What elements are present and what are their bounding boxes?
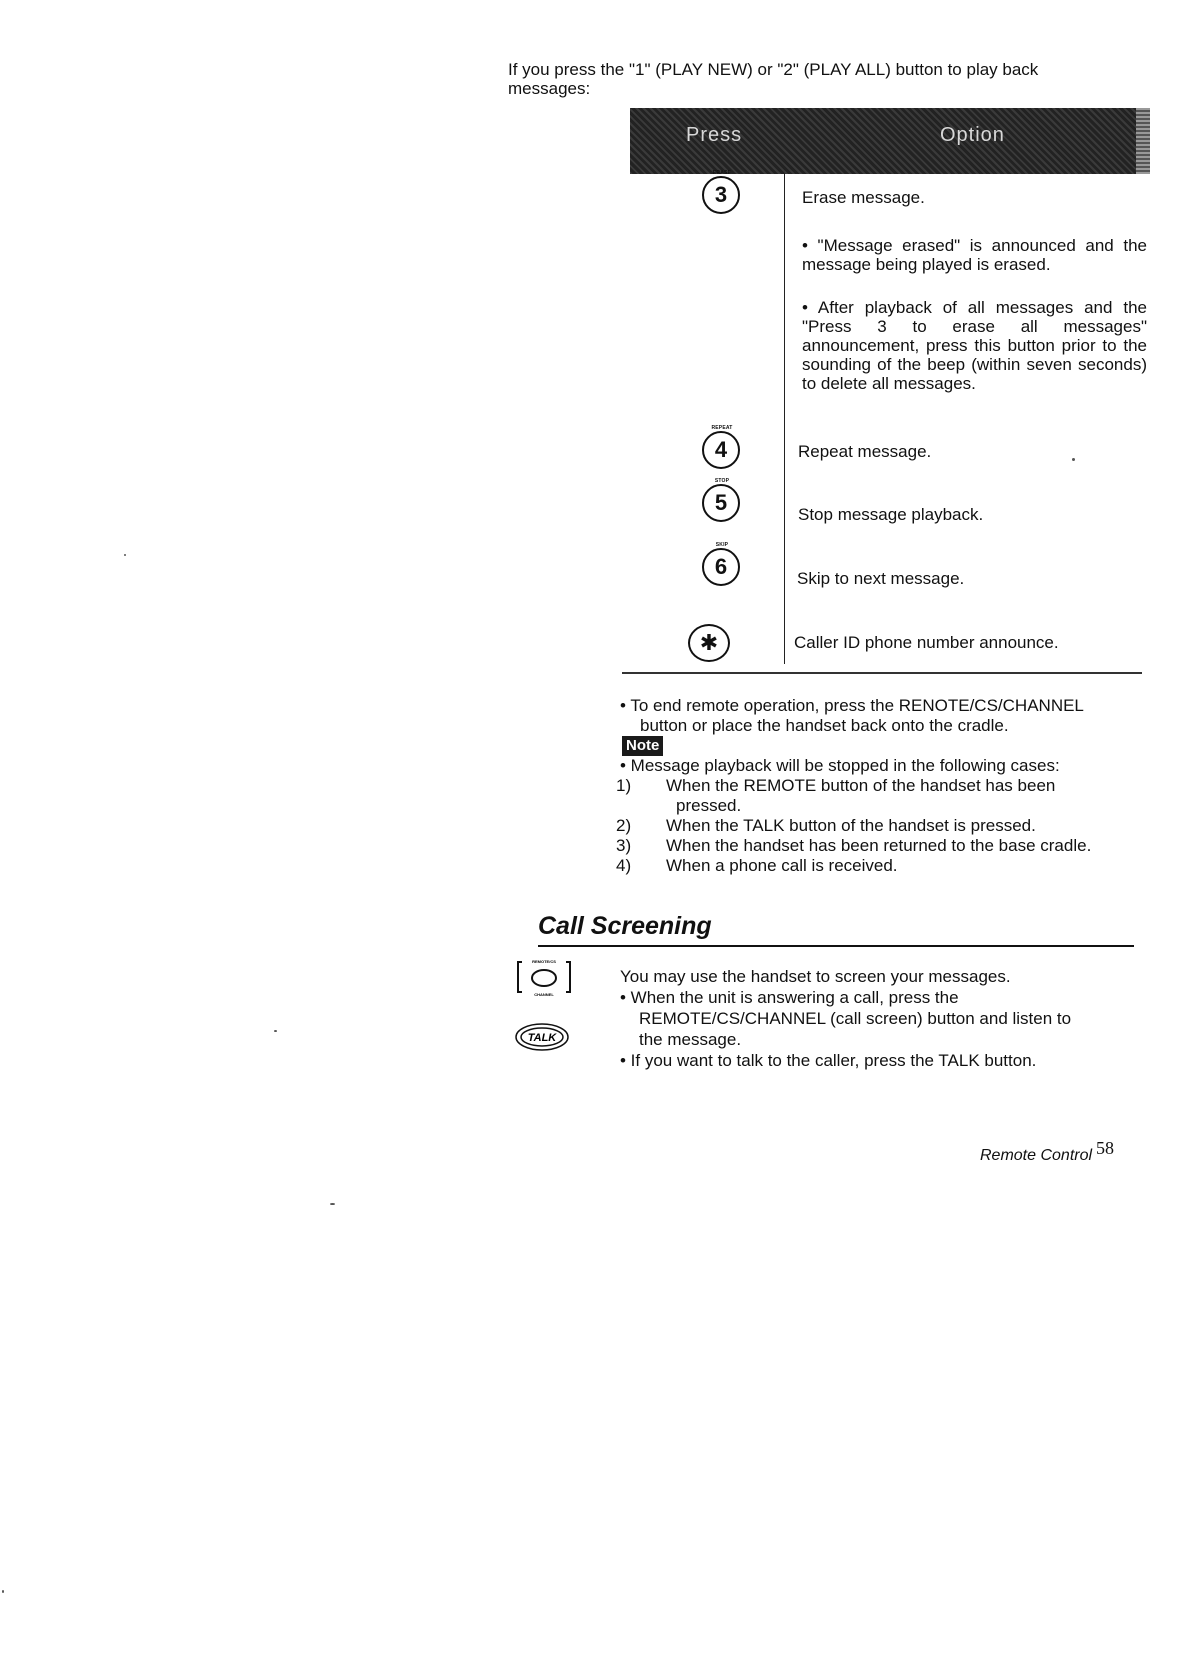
key-4-icon: 4 — [702, 431, 740, 469]
scan-speck — [124, 554, 126, 556]
scan-speck — [330, 1203, 335, 1205]
note-intro: • Message playback will be stopped in the following cases: — [620, 756, 1060, 775]
scan-speck — [2, 1590, 4, 1593]
page-footer — [980, 1138, 1115, 1165]
table-bottom-rule — [622, 672, 1142, 674]
table-header — [630, 108, 1150, 174]
list-item: 1) When the REMOTE button of the handset has been pressed. — [616, 776, 1056, 815]
header-option: Option — [940, 124, 1005, 146]
remote-cs-channel-button-icon — [514, 958, 574, 997]
list-item: 4) When a phone call is received. — [616, 856, 898, 875]
section-title: Call Screening — [538, 912, 712, 940]
svg-text:REMOTE/CS: REMOTE/CS — [532, 959, 556, 964]
svg-text:CHANNEL: CHANNEL — [534, 992, 554, 997]
footer-section: Remote Control — [980, 1147, 1093, 1164]
talk-button-icon — [514, 1020, 570, 1054]
page-number: 58 — [1096, 1138, 1115, 1158]
option-caller-id: Caller ID phone number announce. — [794, 633, 1059, 652]
list-item: 3) When the handset has been returned to the base cradle. — [616, 836, 1092, 855]
note-badge: Note — [622, 736, 663, 756]
table-column-divider — [784, 174, 785, 664]
svg-text:TALK: TALK — [527, 1032, 557, 1044]
scan-speck — [1072, 458, 1075, 461]
option-skip: Skip to next message. — [797, 569, 965, 588]
option-stop: Stop message playback. — [798, 505, 984, 524]
key-3-label: ERASE — [712, 170, 732, 176]
erase-bullet-1: • "Message erased" is announced and the message being played is erased. — [802, 236, 1147, 274]
section-rule — [538, 945, 1134, 947]
end-remote-text: • To end remote operation, press the RENOTE/CS/CHANNEL button or place the handset back onto the cradle. — [620, 696, 1084, 735]
key-3-icon: 3 — [702, 176, 740, 214]
key-6-icon: 6 — [702, 548, 740, 586]
erase-bullet-2: • After playback of all messages and the "Press 3 to erase all messages" announcement, press this button prior to the sounding of the beep (within seven seconds) to delete all messages. — [802, 298, 1147, 393]
header-scan-edge — [1136, 108, 1150, 174]
call-screening-text: You may use the handset to screen your messages. • When the unit is answering a call, press the REMOTE/CS/CHANNEL (call screen) button and listen to the message. • If you want to talk to the caller, press the TALK button. — [620, 967, 1072, 1070]
key-4-label: REPEAT — [711, 425, 733, 431]
cases-list — [616, 776, 1136, 876]
key-5-label: STOP — [714, 478, 730, 484]
key-6-label: SKIP — [715, 542, 729, 548]
key-star-icon: ✱ — [688, 624, 730, 662]
scan-speck — [274, 1030, 277, 1032]
option-repeat: Repeat message. — [798, 442, 932, 461]
key-5-icon: 5 — [702, 484, 740, 522]
option-erase: Erase message. — [802, 188, 925, 207]
list-item: 2) When the TALK button of the handset is pressed. — [616, 816, 1036, 835]
intro-text: If you press the "1" (PLAY NEW) or "2" (PLAY ALL) button to play back messages: — [508, 60, 1039, 98]
header-press: Press — [686, 124, 743, 146]
